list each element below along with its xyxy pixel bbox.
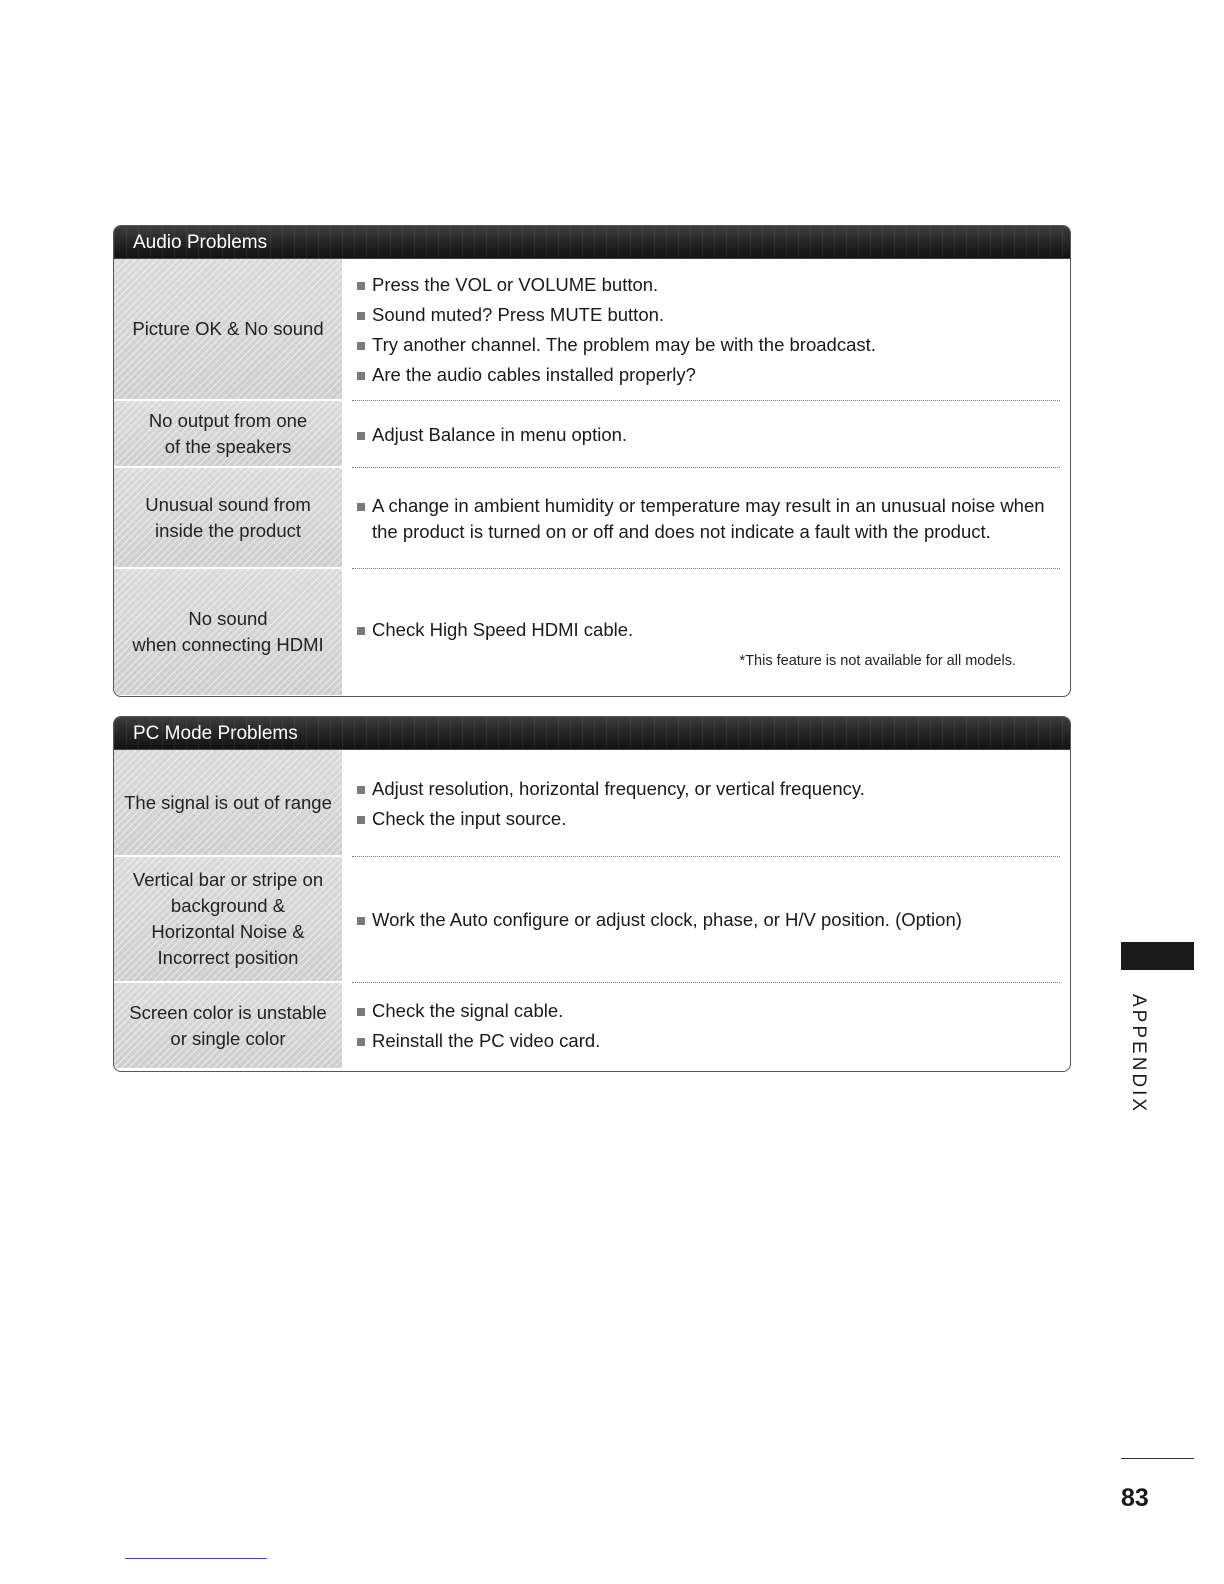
- solution-item: A change in ambient humidity or temperature may result in an unusual noise when the product is turned on or off and does not indicate a fault with the product.: [354, 493, 1060, 545]
- solution-item: Work the Auto configure or adjust clock, phase, or H/V position. (Option): [354, 907, 1060, 933]
- bullet-icon: [357, 627, 365, 635]
- trouble-row: [114, 468, 1070, 569]
- problem-label: Picture OK & No sound: [114, 259, 342, 401]
- trouble-row: [114, 401, 1070, 468]
- trouble-row: [114, 259, 1070, 401]
- bullet-icon: [357, 786, 365, 794]
- problem-label: The signal is out of range: [114, 750, 342, 857]
- bullet-icon: [357, 1008, 365, 1016]
- page-number-rule: [1121, 1458, 1194, 1459]
- solution-cell: [342, 983, 1070, 1068]
- solution-item: Adjust Balance in menu option.: [354, 422, 1060, 448]
- bullet-icon: [357, 816, 365, 824]
- pc-mode-problems-section: [113, 716, 1071, 1072]
- trouble-row: [114, 857, 1070, 983]
- bullet-icon: [357, 282, 365, 290]
- trouble-row: [114, 750, 1070, 857]
- bullet-icon: [357, 432, 365, 440]
- trouble-row: [114, 983, 1070, 1068]
- problem-label: Screen color is unstable or single color: [114, 983, 342, 1068]
- bullet-icon: [357, 917, 365, 925]
- pc-mode-problems-header: PC Mode Problems: [114, 717, 1070, 750]
- solution-cell: [342, 857, 1070, 983]
- bullet-icon: [357, 503, 365, 511]
- trouble-row: [114, 569, 1070, 695]
- footer-rule: [125, 1558, 267, 1559]
- page-number: 83: [1121, 1484, 1149, 1512]
- solution-item: Check the signal cable.: [354, 998, 1060, 1024]
- solution-item: Check High Speed HDMI cable.: [354, 617, 1060, 643]
- audio-problems-header: Audio Problems: [114, 226, 1070, 259]
- solution-item: Sound muted? Press MUTE button.: [354, 302, 1060, 328]
- solution-item: Press the VOL or VOLUME button.: [354, 272, 1060, 298]
- solution-item: Check the input source.: [354, 806, 1060, 832]
- problem-label: Unusual sound from inside the product: [114, 468, 342, 569]
- bullet-icon: [357, 372, 365, 380]
- problem-label: No output from one of the speakers: [114, 401, 342, 468]
- problem-label: No sound when connecting HDMI: [114, 569, 342, 695]
- model-note: *This feature is not available for all models.: [739, 653, 1016, 669]
- bullet-icon: [357, 1038, 365, 1046]
- bullet-icon: [357, 342, 365, 350]
- solution-item: Are the audio cables installed properly?: [354, 362, 1060, 388]
- problem-label: Vertical bar or stripe on background & Horizontal Noise & Incorrect position: [114, 857, 342, 983]
- appendix-tab-label: APPENDIX: [1128, 994, 1149, 1115]
- bullet-icon: [357, 312, 365, 320]
- solution-cell: [342, 401, 1070, 468]
- solution-cell: [342, 750, 1070, 857]
- solution-cell: [342, 259, 1070, 401]
- solution-item: Try another channel. The problem may be with the broadcast.: [354, 332, 1060, 358]
- solution-cell: [342, 569, 1070, 695]
- solution-cell: [342, 468, 1070, 569]
- appendix-tab-marker: [1121, 942, 1194, 970]
- solution-item: Reinstall the PC video card.: [354, 1028, 1060, 1054]
- audio-problems-section: [113, 225, 1071, 697]
- solution-item: Adjust resolution, horizontal frequency, or vertical frequency.: [354, 776, 1060, 802]
